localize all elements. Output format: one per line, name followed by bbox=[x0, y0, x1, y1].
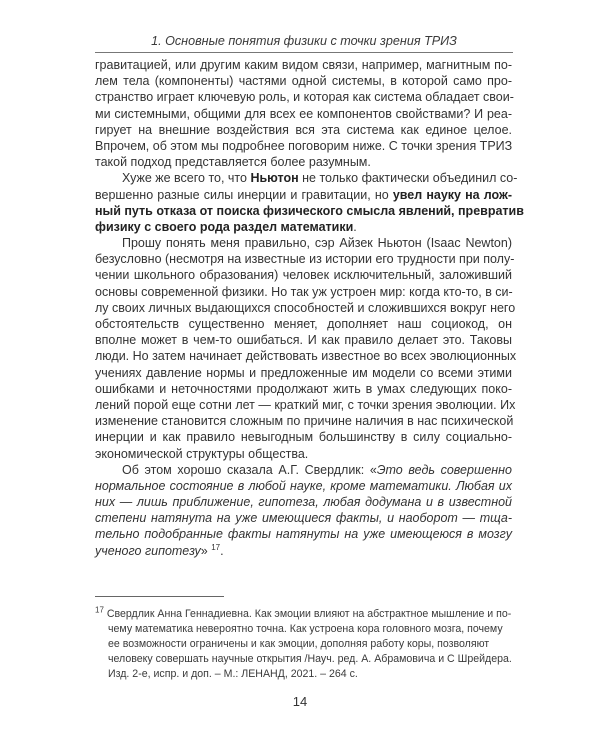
text-line bbox=[95, 510, 512, 526]
text-line bbox=[95, 332, 512, 348]
footnote-text: Свердлик Анна Геннадиевна. Как эмоции влияют на абстрактное мышление и по- bbox=[106, 608, 512, 620]
paragraph bbox=[95, 57, 512, 170]
text-line bbox=[95, 235, 512, 251]
footnote-text: Изд. 2-е, испр. и доп. – М.: ЛЕНАНД, 2021. – 264 с. bbox=[108, 668, 358, 680]
header-divider bbox=[95, 52, 513, 53]
text-segment: лу своих личных выдающихся способностей и сложившихся вокруг него bbox=[95, 300, 516, 315]
text-line bbox=[95, 543, 512, 559]
footnote-text: человеку совершать научные открытия /Науч. ред. А. Абрамовича и С Шрейдера. bbox=[108, 653, 512, 665]
text-segment: не только фактически объединил со- bbox=[298, 171, 518, 186]
text-segment: ошибками и неточностями продолжают жить в умах следующих поко- bbox=[95, 381, 512, 396]
text-line bbox=[95, 348, 517, 364]
text-line bbox=[95, 381, 512, 397]
footnote-line bbox=[95, 622, 515, 637]
text-segment: изменение становится сложным по причине наличия в нас психической bbox=[95, 414, 514, 429]
bold-text: ный путь отказа от поиска физического смысла явлений, превратив bbox=[95, 203, 524, 218]
text-line bbox=[95, 284, 512, 300]
text-line bbox=[95, 170, 518, 186]
text-segment: » bbox=[200, 543, 212, 558]
text-line bbox=[95, 187, 512, 203]
text-line bbox=[95, 122, 512, 138]
footnote-divider bbox=[95, 596, 224, 597]
text-segment: . bbox=[220, 543, 224, 558]
italic-quote-text: нормальное состояние в любой науке, кроме математики. Любая их bbox=[95, 478, 512, 493]
text-segment: . bbox=[353, 219, 357, 234]
running-header: 1. Основные понятия физики с точки зрения ТРИЗ bbox=[151, 34, 457, 48]
text-line bbox=[95, 219, 512, 235]
text-line bbox=[95, 267, 512, 283]
text-segment: такой подход представляется более разумным. bbox=[95, 155, 371, 170]
footnote-reference[interactable]: 17 bbox=[211, 542, 221, 552]
text-segment: экономической структуры общества. bbox=[95, 446, 309, 461]
text-line bbox=[95, 57, 512, 73]
footnote-text: ее возможности ограничены и как эмоции, дополняя работу коры, позволяют bbox=[108, 638, 490, 650]
paragraph bbox=[95, 462, 512, 559]
bold-text: увел науку на лож- bbox=[392, 187, 512, 202]
text-segment: гирует на внешние воздействия вся эта система как единое целое. bbox=[95, 122, 512, 137]
text-segment: гравитацией, или другим каким видом связи, например, магнитным по- bbox=[95, 58, 512, 72]
text-line bbox=[95, 462, 512, 478]
footnote-marker: 17 bbox=[95, 605, 104, 615]
italic-quote-text: них — лишь приближение, гипотеза, любая додумана и в известной bbox=[95, 495, 512, 510]
italic-quote-text: тельно подобранные факты натянуты на уже имеющеюся в мозгу bbox=[95, 527, 512, 542]
bold-text: Ньютон bbox=[250, 171, 299, 186]
text-line bbox=[95, 446, 512, 462]
text-segment: чении школьного образования) человек исключительный, заложивший bbox=[95, 268, 512, 283]
footnote-line bbox=[95, 667, 515, 682]
footnote-line bbox=[95, 637, 515, 652]
paragraph bbox=[95, 170, 524, 235]
text-segment: Об этом хорошо сказала А.Г. Свердлик: « bbox=[122, 462, 377, 477]
text-line bbox=[95, 526, 512, 542]
text-segment: вполне может в чем-то ошибаться. И как правило делает это. Таковы bbox=[95, 333, 512, 348]
text-line bbox=[95, 300, 516, 316]
text-segment: Впрочем, об этом мы подробнее поговорим ниже. С точки зрения ТРИЗ bbox=[95, 138, 513, 153]
text-line bbox=[95, 138, 512, 154]
text-segment: Прошу понять меня правильно, сэр Айзек Ньютон (Isaac Newton) bbox=[122, 236, 512, 251]
page-number: 14 bbox=[292, 694, 308, 709]
text-line bbox=[95, 251, 515, 267]
text-segment: ми системными, общими для всех ее компонентов свойствами? И реа- bbox=[95, 106, 512, 121]
text-line bbox=[95, 106, 512, 122]
text-line bbox=[95, 429, 512, 445]
bold-text: физику с своего рода раздел математики bbox=[95, 219, 354, 234]
footnote-line bbox=[95, 652, 515, 667]
italic-quote-text: степени натянута на уже имеющиеся факты, и наоборот — тща- bbox=[95, 511, 512, 526]
paragraph bbox=[95, 235, 517, 462]
italic-quote-text: ученого гипотезу bbox=[95, 543, 201, 558]
footnote bbox=[95, 607, 515, 682]
text-segment: безусловно (несмотря на известные из истории его трудности при полу- bbox=[95, 252, 515, 267]
text-segment: основы современной физики. Но так уж устроен мир: когда кто-то, в си- bbox=[95, 284, 513, 299]
text-line bbox=[95, 397, 516, 413]
footnote-text: чему математика невероятно точна. Как устроена кора головного мозга, почему bbox=[108, 623, 503, 635]
text-line bbox=[95, 89, 512, 105]
text-segment: лений порой еще сотни лет — краткий миг, с точки зрения эволюции. Их bbox=[95, 397, 516, 412]
text-line bbox=[95, 494, 512, 510]
text-segment: люди. Но затем начинает действовать известное во всех эволюционных bbox=[95, 349, 517, 364]
text-line bbox=[95, 154, 512, 170]
text-segment: Хуже же всего то, что bbox=[122, 171, 251, 186]
text-segment: обстоятельств существенно меняет, дополняет наш социокод, он bbox=[95, 317, 512, 331]
text-line bbox=[95, 365, 512, 381]
italic-quote-text: Это ведь совершенно bbox=[376, 462, 512, 477]
text-segment: лем тела (компоненты) частями одной системы, в которой само про- bbox=[95, 74, 512, 89]
body-text bbox=[95, 57, 524, 559]
text-line bbox=[95, 413, 512, 429]
footnote-line bbox=[95, 607, 515, 622]
text-line bbox=[95, 316, 512, 332]
text-segment: вершенно разные силы инерции и гравитации, но bbox=[95, 187, 393, 202]
text-line bbox=[95, 203, 524, 219]
text-line bbox=[95, 73, 512, 89]
text-segment: инерции и как правило невыгодным большинству в силу социально- bbox=[95, 430, 512, 445]
text-segment: учениях давление нормы и предложенные им модели со всеми этими bbox=[95, 365, 512, 380]
text-line bbox=[95, 478, 512, 494]
text-segment: странство играет ключевую роль, и которая как система обладает свои- bbox=[95, 90, 514, 105]
